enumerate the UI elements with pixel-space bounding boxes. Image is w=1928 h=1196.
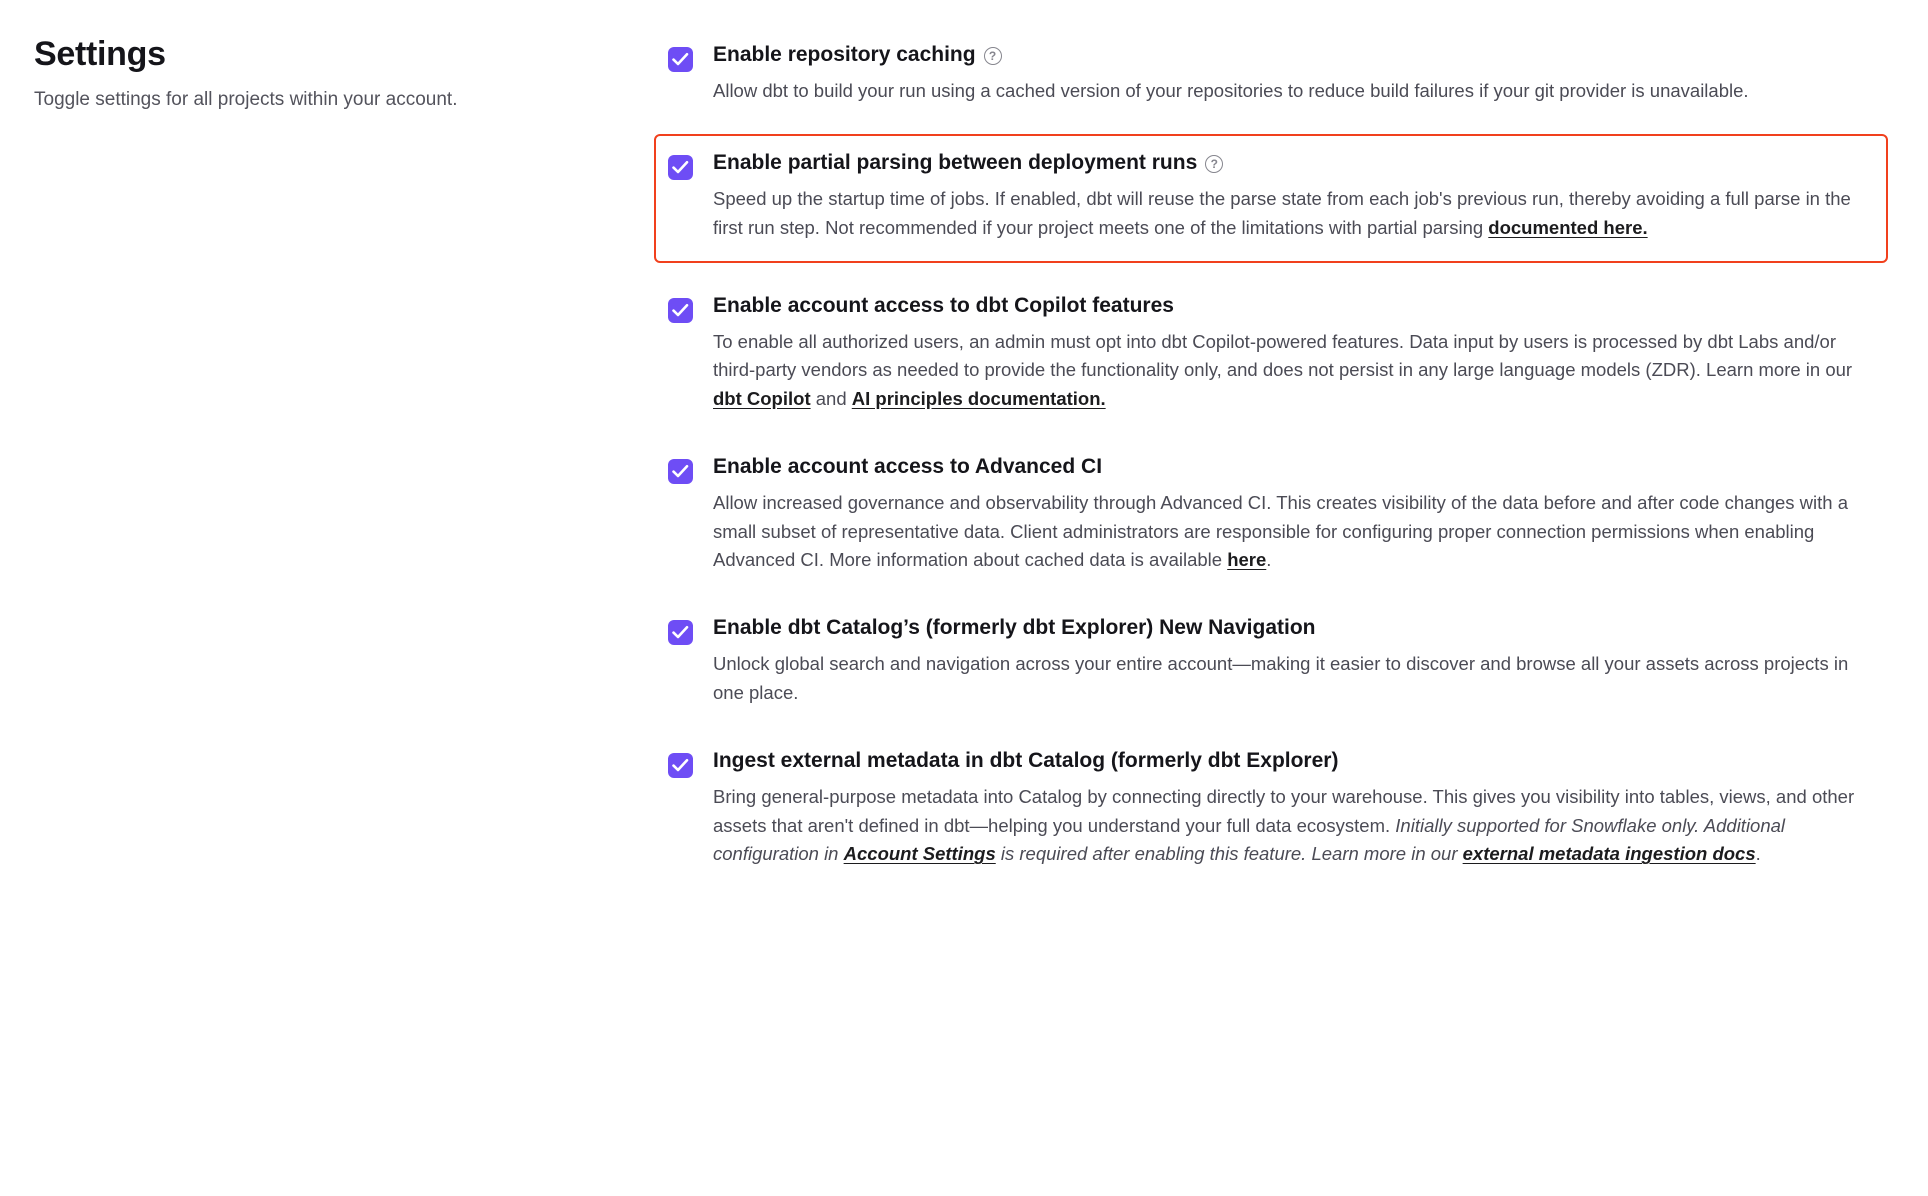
- setting-link[interactable]: documented here.: [1488, 216, 1648, 238]
- setting-body-repository-caching: [713, 42, 1874, 106]
- setting-body-ingest-external-metadata: [713, 748, 1874, 869]
- checkbox-ingest-external-metadata[interactable]: [668, 753, 693, 778]
- help-icon[interactable]: ?: [1205, 155, 1223, 173]
- setting-description-text: Unlock global search and navigation across your entire account—making it easier to discover and browse all your assets across projects in one place.: [713, 653, 1849, 703]
- setting-row-dbt-copilot-access: [654, 281, 1888, 430]
- setting-description-text: Allow dbt to build your run using a cached version of your repositories to reduce build failures if your git provider is unavailable.: [713, 80, 1749, 102]
- settings-header: [34, 30, 654, 113]
- checkbox-dbt-copilot-access[interactable]: [668, 298, 693, 323]
- setting-description-text: and: [810, 388, 852, 410]
- settings-list: [654, 30, 1888, 897]
- setting-link[interactable]: AI principles documentation.: [851, 388, 1106, 410]
- setting-title-advanced-ci-access: [713, 454, 1874, 480]
- setting-description-text: .: [1755, 843, 1761, 865]
- setting-description-catalog-new-navigation: [713, 650, 1873, 707]
- setting-link[interactable]: dbt Copilot: [713, 388, 811, 410]
- checkbox-repository-caching[interactable]: [668, 47, 693, 72]
- setting-title-ingest-external-metadata: [713, 748, 1874, 774]
- setting-title-catalog-new-navigation: [713, 615, 1874, 641]
- help-icon[interactable]: ?: [984, 47, 1002, 65]
- setting-description-text: .: [1266, 549, 1272, 571]
- setting-row-advanced-ci-access: [654, 442, 1888, 591]
- setting-title-text: Enable dbt Catalog’s (formerly dbt Explorer) New Navigation: [713, 616, 1316, 640]
- setting-title-text: Enable partial parsing between deployment runs: [713, 150, 1198, 174]
- setting-description-text: Bring general-purpose metadata into Catalog by connecting directly to your warehouse. This gives you visibility into tables, views, and other assets that aren't defined in dbt—helping you understand your full data ecosystem.: [713, 785, 1855, 836]
- setting-link[interactable]: external metadata ingestion docs: [1462, 843, 1756, 865]
- checkbox-partial-parsing[interactable]: [668, 155, 693, 180]
- page-subtitle: Toggle settings for all projects within your account.: [34, 89, 458, 111]
- setting-title-text: Enable account access to dbt Copilot features: [713, 293, 1174, 317]
- setting-title-text: Enable repository caching: [713, 43, 976, 66]
- setting-description-text: Speed up the startup time of jobs. If enabled, dbt will reuse the parse state from each job's previous run, thereby avoiding a full parse in the first run step. Not recommended if your project meets one of the limitations with partial parsing: [713, 188, 1851, 238]
- setting-description-ingest-external-metadata: [713, 783, 1873, 869]
- setting-row-catalog-new-navigation: [654, 603, 1888, 724]
- setting-title-dbt-copilot-access: [713, 293, 1874, 319]
- setting-body-dbt-copilot-access: [713, 293, 1874, 414]
- page-title: Settings: [34, 35, 166, 73]
- setting-description-partial-parsing: [713, 185, 1873, 242]
- setting-description-text: Allow increased governance and observability through Advanced CI. This creates visibility of the data before and after code changes with a small subset of representative data. Client administrators are responsible for configuring proper connection permissions when enabling Advanced CI. More information about cached data is available: [713, 492, 1848, 571]
- setting-description-dbt-copilot-access: [713, 328, 1873, 414]
- setting-description-advanced-ci-access: [713, 489, 1873, 575]
- setting-description-text: To enable all authorized users, an admin must opt into dbt Copilot-powered features. Data input by users is processed by dbt Labs and/or third-party vendors as needed to provide the functionality only, and does not persist in any large language models (ZDR). Learn more in our: [713, 330, 1853, 381]
- setting-title-repository-caching: [713, 42, 1874, 68]
- setting-body-partial-parsing: [713, 150, 1874, 243]
- setting-title-partial-parsing: [713, 150, 1874, 176]
- checkbox-catalog-new-navigation[interactable]: [668, 620, 693, 645]
- setting-description-text: Initially supported for Snowflake only. Additional configuration in: [713, 814, 1786, 865]
- setting-row-ingest-external-metadata: [654, 736, 1888, 885]
- checkbox-advanced-ci-access[interactable]: [668, 459, 693, 484]
- setting-row-repository-caching: [654, 30, 1888, 122]
- setting-link[interactable]: Account Settings: [843, 843, 996, 865]
- setting-title-text: Enable account access to Advanced CI: [713, 454, 1103, 478]
- setting-link[interactable]: here: [1227, 549, 1267, 571]
- setting-body-advanced-ci-access: [713, 454, 1874, 575]
- setting-description-repository-caching: [713, 77, 1873, 106]
- setting-description-text: is required after enabling this feature. Learn more in our: [995, 843, 1463, 865]
- setting-body-catalog-new-navigation: [713, 615, 1874, 708]
- setting-title-text: Ingest external metadata in dbt Catalog (formerly dbt Explorer): [713, 748, 1339, 772]
- setting-row-partial-parsing: [654, 134, 1888, 263]
